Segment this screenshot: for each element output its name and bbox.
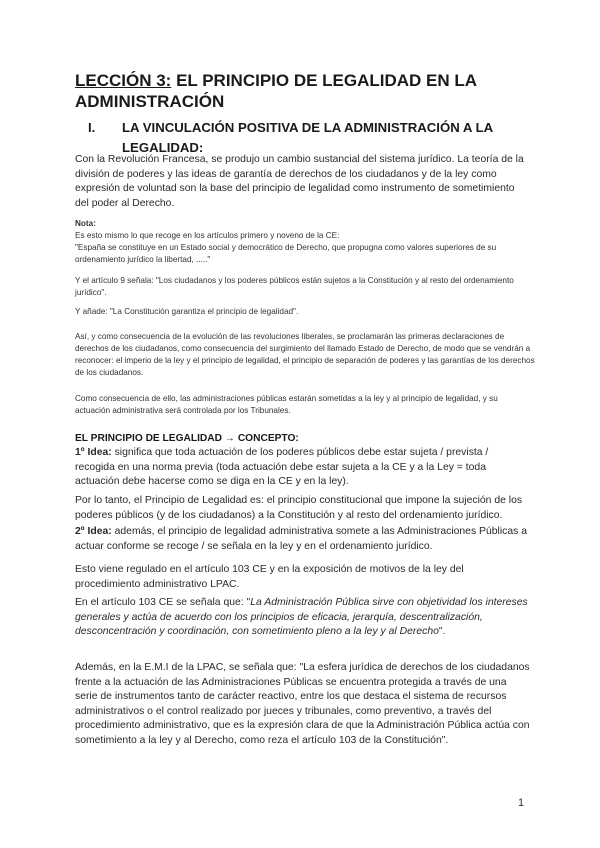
section-number: I. [88, 120, 96, 135]
idea-1-paragraph [75, 446, 530, 490]
note-label: Nota: [75, 219, 96, 228]
idea-1-text: significa que toda actuación de los poderes públicos debe estar sujeta / prevista / recogida en una norma previa (toda actuación debe estar sujeta a la CE y a la Ley = toda actuación debe hacerse como se diga en la CE y en la ley). [75, 447, 489, 488]
concept-heading: EL PRINCIPIO DE LEGALIDAD → CONCEPTO: [75, 433, 299, 444]
idea-1-label: 1º Idea: [75, 447, 112, 458]
idea-2-text: además, el principio de legalidad administrativa somete a las Administraciones Públicas a actuar conforme se recoge / se señala en la ley y en el ordenamiento jurídico. [75, 526, 527, 552]
idea-2-label: 2º Idea: [75, 526, 112, 537]
article-103-quote: La Administración Pública sirve con objetividad los intereses generales y actúa de acuerdo con los principios de eficacia, jerarquía, descentralización, desconcentración y coordinación, con sometimiento pleno a la ley y al Derecho [75, 597, 528, 638]
page-number: 1 [518, 797, 525, 809]
note-quote: "España se constituye en un Estado social y democrático de Derecho, que propugna como valores superiores de su ordenamiento jurídico la libertad, ....." [75, 243, 497, 264]
note-article-9: Y el artículo 9 señala: "Los ciudadanos y los poderes públicos están sujetos a la Constitución y al resto del ordenamiento jurídico". [75, 276, 514, 297]
article-103-intro: En el artículo 103 CE se señala que: " [75, 597, 251, 608]
intro-paragraph: Con la Revolución Francesa, se produjo un cambio sustancial del sistema jurídico. La teoría de la división de poderes y las ideas de garantía de derechos de los ciudadanos y de la ley como expresión de voluntad son la base del principio de legalidad como instrumento de sometimiento del poder al Derecho. [75, 154, 524, 209]
lesson-title [75, 70, 545, 112]
note-paragraph-1: Así, y como consecuencia de la evolución de las revoluciones liberales, se proclamarán las primeras declaraciones de derechos de los ciudadanos, como consecuencia del surgimiento del llamado Estado de Derecho, de modo que se vendrán a reconocer: el imperio de la ley y el principio de legalidad, el principio de separación de poderes y las garantías de los derechos de los ciudadanos. [75, 332, 535, 377]
lesson-label: LECCIÓN 3: [75, 71, 172, 90]
note-line: Es esto mismo lo que recoge en los artículos primero y noveno de la CE: [75, 231, 340, 240]
section-heading-text: LA VINCULACIÓN POSITIVA DE LA ADMINISTRACIÓN A LA LEGALIDAD: [122, 120, 493, 155]
note-paragraph-2: Como consecuencia de ello, las administraciones públicas estarán sometidas a la ley y al principio de legalidad, y su actuación administrativa será controlada por los Tribunales. [75, 394, 498, 415]
article-103-close: ". [438, 626, 446, 638]
emi-paragraph: Además, en la E.M.I de la LPAC, se señala que: "La esfera jurídica de derechos de los ciudadanos frente a la actuación de las Administraciones Públicas se encuentra protegida a través de una serie de instrumentos tanto de carácter reactivo, entre los que destaca el sistema de recursos administrativos o el control realizado por jueces y tribunales, como preventivo, a través del procedimiento administrativo, que es la expresión clara de que la Administración Pública actúa con sometimiento a la ley y al Derecho, como reza el artículo 103 de la Constitución". [75, 662, 530, 746]
idea-2-paragraph [75, 525, 530, 554]
article-103-paragraph [75, 596, 530, 640]
regulated-paragraph: Esto viene regulado en el artículo 103 CE y en la exposición de motivos de la ley del procedimiento administrativo LPAC. [75, 564, 464, 590]
note-adds: Y añade: "La Constitución garantiza el principio de legalidad". [75, 307, 299, 316]
lesson-title-text: EL PRINCIPIO DE LEGALIDAD EN LA ADMINISTRACIÓN [75, 71, 477, 111]
therefore-paragraph: Por lo tanto, el Principio de Legalidad es: el principio constitucional que impone la sujeción de los poderes públicos (y de los ciudadanos) a la Constitución y al resto del ordenamiento jurídico. [75, 495, 523, 521]
